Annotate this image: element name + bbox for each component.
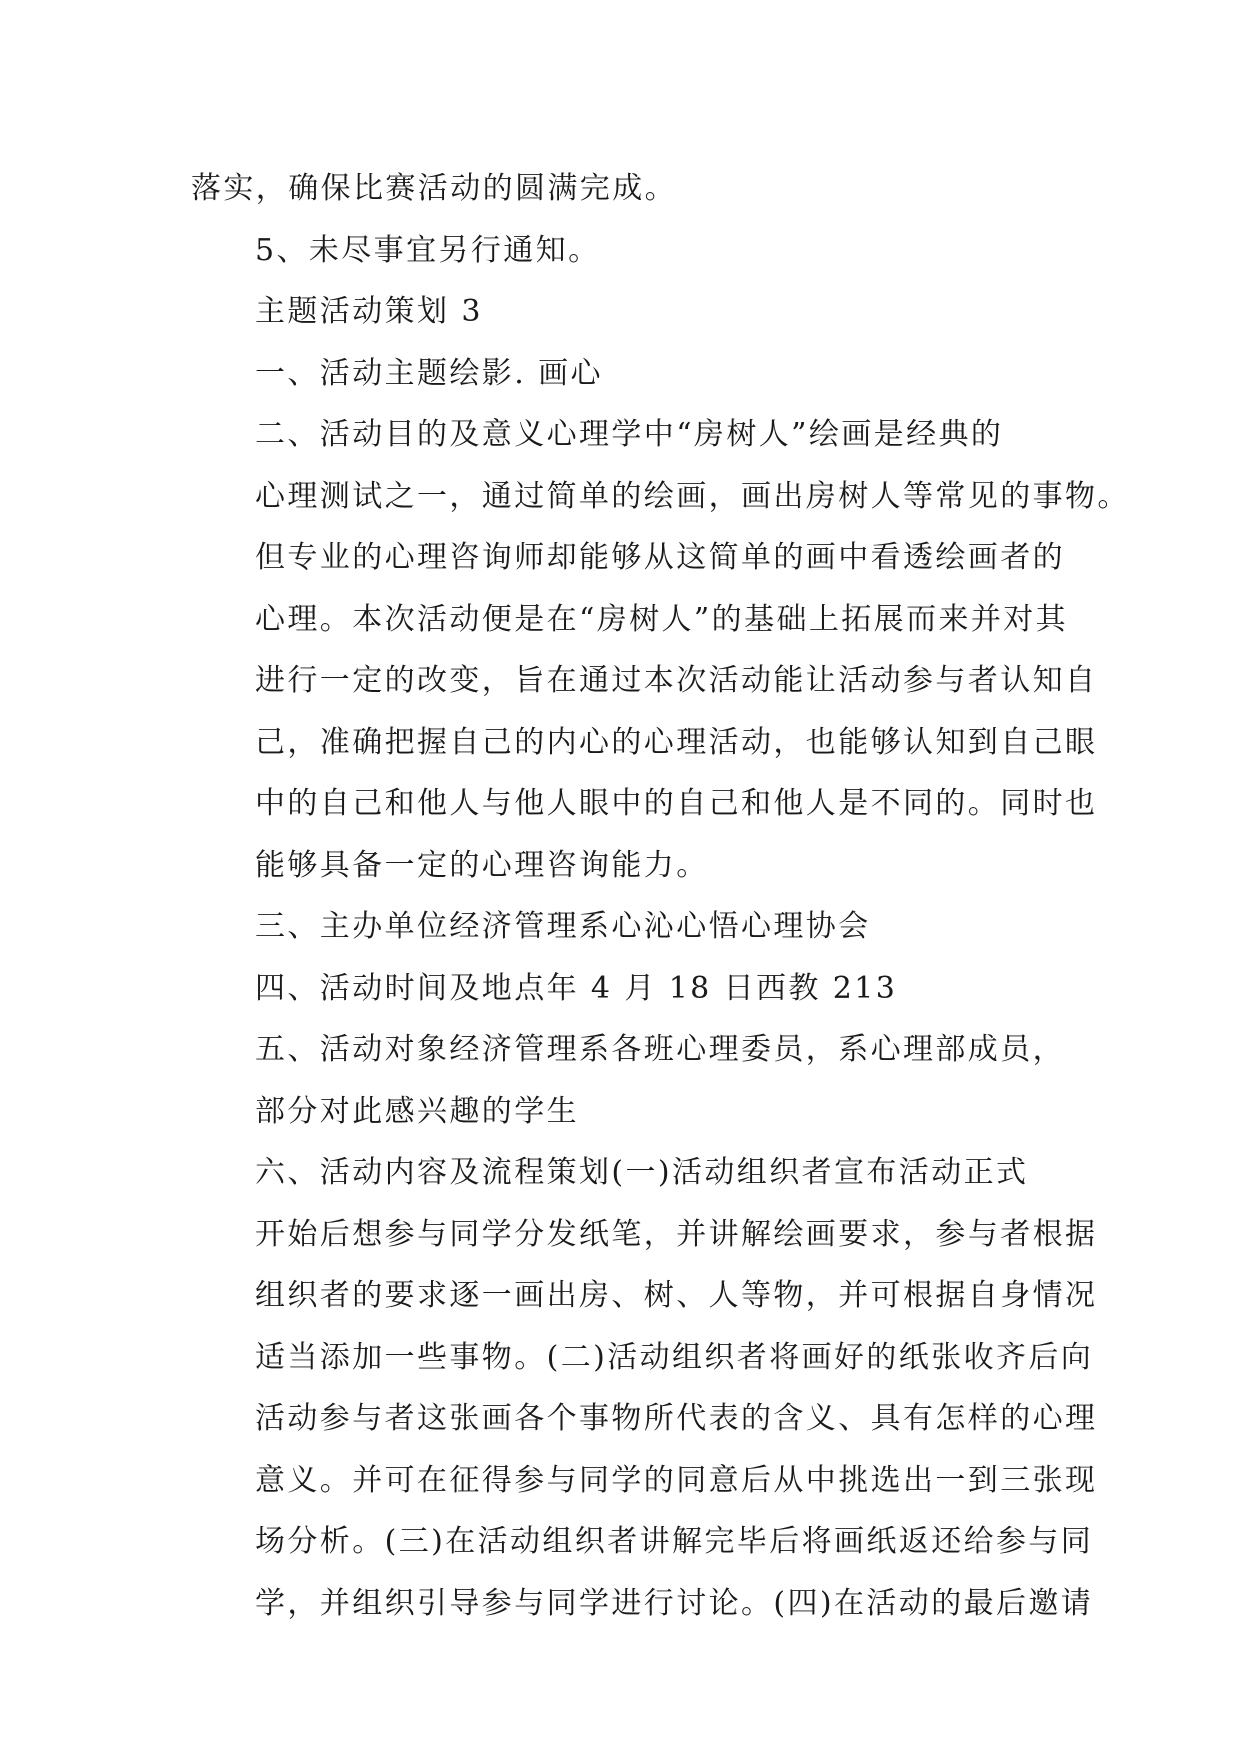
text-line: 己，准确把握自己的内心的心理活动，也能够认知到自己眼 (255, 724, 1098, 760)
document-body (191, 158, 1130, 1634)
paragraph (191, 343, 1054, 405)
paragraph (191, 1019, 1065, 1142)
paragraph (191, 220, 1054, 282)
text-line: 适当添加一些事物。(二)活动组织者将画好的纸张收齐后向 (255, 1339, 1094, 1375)
text-line: 六、活动内容及流程策划(一)活动组织者宣布活动正式 (255, 1155, 1029, 1190)
text-line: 中的自己和他人与他人眼中的自己和他人是不同的。同时也 (255, 786, 1098, 821)
text-line: 落实，确保比赛活动的圆满完成。 (191, 171, 677, 206)
paragraph (191, 1142, 1098, 1634)
text-line: 组织者的要求逐一画出房、树、人等物，并可根据自身情况 (255, 1278, 1098, 1313)
paragraph (191, 404, 1130, 896)
text-line: 开始后想参与同学分发纸笔，并讲解绘画要求，参与者根据 (255, 1216, 1098, 1252)
paragraph (191, 958, 1054, 1020)
text-line: 5、未尽事宜另行通知。 (255, 232, 601, 268)
text-line: 进行一定的改变，旨在通过本次活动能让活动参与者认知自 (255, 663, 1098, 698)
text-line: 五、活动对象经济管理系各班心理委员，系心理部成员， (255, 1032, 1065, 1067)
text-line: 主题活动策划 3 (255, 294, 483, 329)
text-line: 能够具备一定的心理咨询能力。 (255, 847, 709, 883)
text-line: 但专业的心理咨询师却能够从这简单的画中看透绘画者的 (255, 540, 1065, 575)
paragraph (191, 896, 1054, 958)
text-line: 心理测试之一，通过简单的绘画，画出房树人等常见的事物。 (255, 478, 1130, 514)
paragraph (191, 281, 1054, 343)
text-line: 活动参与者这张画各个事物所代表的含义、具有怎样的心理 (255, 1401, 1098, 1436)
text-line: 二、活动目的及意义心理学中“房树人”绘画是经典的 (255, 417, 1004, 452)
text-line: 场分析。(三)在活动组织者讲解完毕后将画纸返还给参与同 (255, 1524, 1094, 1559)
text-line: 一、活动主题绘影. 画心 (255, 355, 603, 391)
text-line: 心理。本次活动便是在“房树人”的基础上拓展而来并对其 (255, 601, 1069, 637)
text-line: 意义。并可在征得参与同学的同意后从中挑选出一到三张现 (255, 1462, 1098, 1498)
text-line: 四、活动时间及地点年 4 月 18 日西教 213 (255, 970, 898, 1006)
paragraph (191, 158, 1054, 220)
text-line: 学，并组织引导参与同学进行讨论。(四)在活动的最后邀请 (255, 1585, 1094, 1621)
text-line: 三、主办单位经济管理系心沁心悟心理协会 (255, 909, 871, 944)
text-line: 部分对此感兴趣的学生 (255, 1093, 579, 1129)
